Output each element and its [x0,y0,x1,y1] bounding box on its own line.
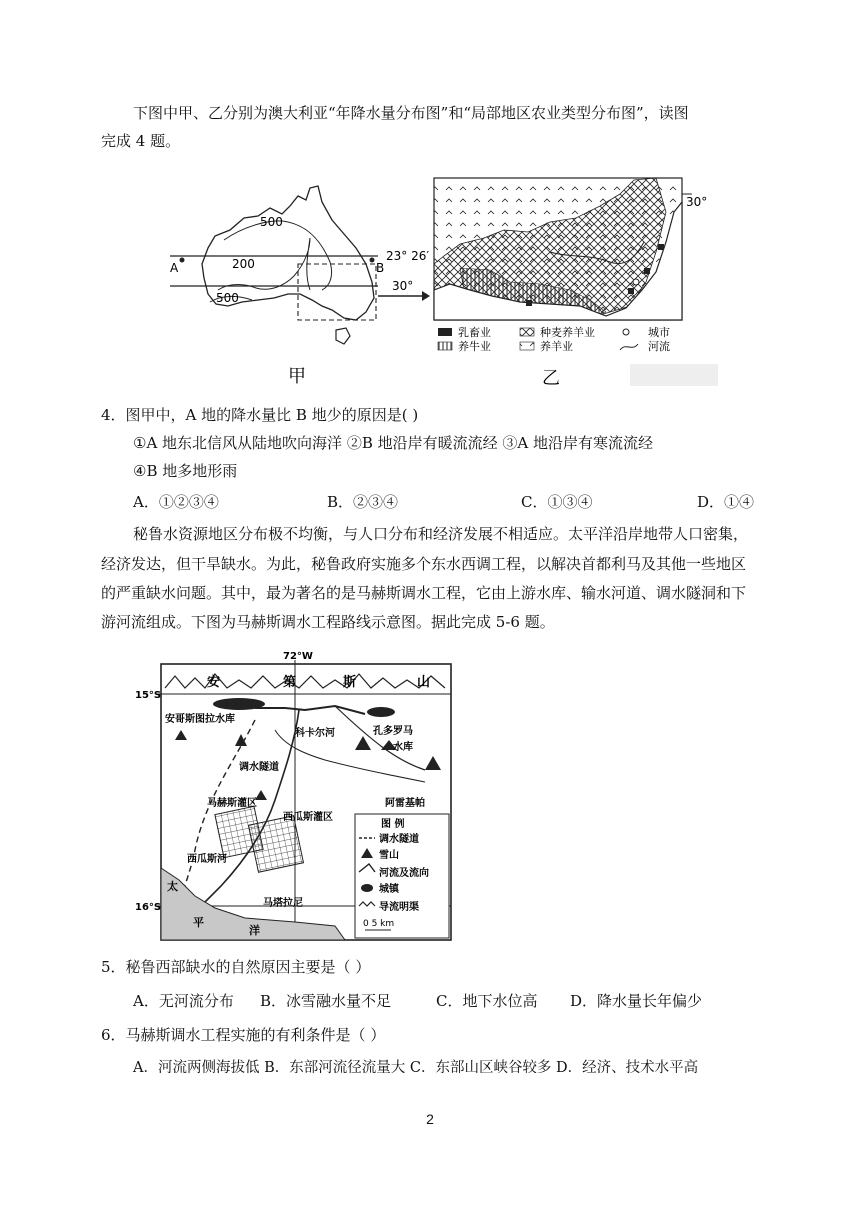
lon-label: 72°W [283,651,313,662]
label-a: A [170,261,179,275]
q4-stem: 4．图甲中，A 地的降水量比 B 地少的原因是( ) [101,406,419,424]
tunnel-label: 调水隧道 [239,762,279,773]
q4-statements-2: ④B 地多地形雨 [133,462,238,480]
intro2-line-3: 的严重缺水问题。其中，最为著名的是马赫斯调水工程，它由上游水库、输水河道、调水隧洞和下 [101,584,747,602]
scale-label: 0 5 km [363,919,395,929]
q5-option-b: B．冰雪融水量不足 [260,992,392,1010]
figure-peru [135,650,455,942]
legend-cattle-swatch [438,342,452,350]
dairy-marker [658,244,664,250]
q6-options: A．河流两侧海拔低 B．东部河流径流量大 C．东部山区峡谷较多 D．经济、技术水平高 [133,1060,699,1076]
figure-jia [160,178,430,388]
q6-stem: 6．马赫斯调水工程实施的有利条件是（ ） [101,1026,386,1044]
label-30-jia: 30° [392,279,414,293]
q4-option-b: B．②③④ [327,493,399,511]
q5-stem: 5．秘鲁西部缺水的自然原因主要是（ ） [101,958,371,976]
siguas-label: 西瓜斯灌区 [283,812,333,823]
legend-wheat-sheep: 种麦养羊业 [540,326,595,339]
point-b [370,258,375,263]
page-number: 2 [426,1111,434,1127]
q4-statements-1: ①A 地东北信风从陆地吹向海洋 ②B 地沿岸有暖流流经 ③A 地沿岸有寒流流经 [133,434,653,452]
city-marker [633,279,639,285]
lat16-label: 16°S [135,902,162,913]
ocean-char-1: 太 [167,880,178,893]
siguas-grid [249,816,304,873]
dairy-marker [526,300,532,306]
label-tropic: 23° 26′ [386,249,430,263]
legend-town: 城镇 [379,884,399,895]
q5-option-c: C．地下水位高 [436,992,538,1010]
caption-yi: 乙 [542,368,560,389]
figure-yi [430,172,720,390]
legend-wheat-swatch [520,328,534,336]
tasmania-outline [336,328,350,344]
condoroma-reservoir [367,707,395,717]
legend-sheep-swatch [520,342,534,350]
matarani-label: 马塔拉尼 [263,898,303,909]
legend-town-icon [361,884,373,892]
legend-sheep: 养羊业 [540,340,573,353]
mountain-char-3: 斯 [343,675,357,690]
legend-river: 河流 [648,340,670,353]
label-b: B [376,261,385,275]
intro2-line-4: 游河流组成。下图为马赫斯调水工程路线示意图。据此完成 5-6 题。 [101,613,555,631]
q4-option-a: A．①②③④ [133,493,219,511]
intro-line-1: 下图中甲、乙分别为澳大利亚“年降水量分布图”和“局部地区农业类型分布图”，读图 [133,104,689,122]
dairy-marker [644,268,650,274]
intro2-line-1: 秘鲁水资源地区分布极不均衡，与人口分布和经济发展不相适应。太平洋沿岸地带人口密集， [133,525,749,543]
label-500-top: 500 [260,215,283,229]
intro-line-2: 完成 4 题。 [101,132,181,150]
q4-option-c: C．①③④ [521,493,593,511]
dairy-marker [628,288,634,294]
point-a [180,258,185,263]
caption-jia: 甲 [288,366,306,387]
intro2-line-2: 经济发达，但干旱缺水。为此，秘鲁政府实施多个东水西调工程，以解决首都利马及其他一些地区 [101,555,747,573]
ocean-char-2: 平 [193,916,204,929]
q4-option-d: D．①④ [697,493,755,511]
ocean-char-3: 洋 [249,924,260,937]
arequipa-label: 阿雷基帕 [385,798,425,809]
label-200: 200 [232,257,255,271]
legend-snow: 雪山 [379,850,399,861]
q5-option-a: A．无河流分布 [133,992,234,1010]
legend-title: 图 例 [381,819,405,830]
mountain-char-4: 山 [417,675,431,690]
legend-river: 河流及流向 [379,868,429,879]
mountain-char-2: 第 [283,675,297,690]
label-500-bottom: 500 [216,291,239,305]
angostura-label: 安哥斯图拉水库 [165,714,235,725]
legend-city-icon [623,329,629,335]
majes-label: 马赫斯灌区 [207,798,257,809]
legend-dairy: 乳畜业 [458,326,491,339]
arrow-head [422,291,430,301]
label-30-yi: 30° [686,195,708,209]
detail-box [298,264,376,320]
mountain-char-1: 安 [207,675,221,690]
q5-option-d: D．降水量长年偏少 [570,992,703,1010]
siguas-river-label: 西瓜斯河 [187,854,227,865]
colca-label: 科卡尔河 [295,728,335,739]
condoroma-label-2: 水库 [393,742,413,753]
blurred-watermark [630,364,718,386]
legend-cattle: 养牛业 [458,340,491,353]
condoroma-label-1: 孔多罗马 [373,726,413,737]
legend-dairy-swatch [438,328,452,336]
legend-city: 城市 [648,326,670,339]
lat15-label: 15°S [135,690,162,701]
legend-canal: 导流明渠 [379,902,419,913]
legend-river-icon [620,344,638,350]
legend-tunnel: 调水隧道 [379,834,419,845]
